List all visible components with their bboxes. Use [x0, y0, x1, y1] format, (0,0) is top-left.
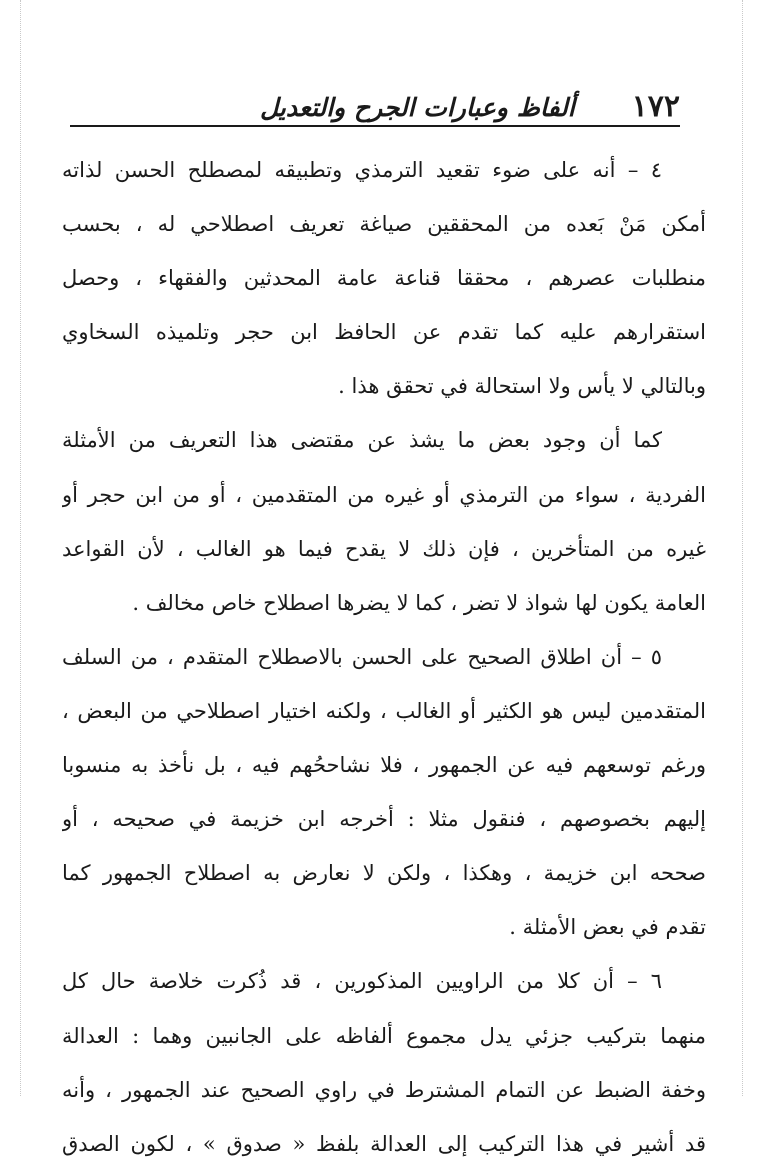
text-line: المتقدمين ليس هو الكثير أو الغالب ، ولكنه اختيار اصطلاحي من البعض ، — [62, 698, 706, 723]
header-rule — [70, 125, 680, 127]
text-line: وخفة الضبط عن التمام المشترط في راوي الصحيح عند الجمهور ، وأنه — [62, 1077, 706, 1102]
text-line-point-4: ٤ – أنه على ضوء تقعيد الترمذي وتطبيقه لمصطلح الحسن لذاته — [62, 158, 662, 182]
text-line: قد أشير في هذا التركيب إلى العدالة بلفظ « صدوق » ، لكون الصدق — [62, 1131, 706, 1156]
text-line: منهما بتركيب جزئي يدل مجموع ألفاظه على الجانبين وهما : العدالة — [62, 1023, 706, 1048]
text-line: ورغم توسعهم فيه عن الجمهور ، فلا نشاححُهم فيه ، بل نأخذ به منسوبا — [62, 753, 706, 778]
page-header — [70, 82, 680, 122]
text-line: تقدم في بعض الأمثلة . — [509, 915, 706, 940]
page-number: ١٧٢ — [631, 89, 680, 124]
text-line: أمكن مَنْ بَعده من المحققين صياغة تعريف اصطلاحي له ، بحسب — [62, 212, 706, 237]
text-line: إليهم بخصوصهم ، فنقول مثلا : أخرجه ابن خزيمة في صحيحه ، أو — [62, 807, 706, 832]
scan-guide-right — [742, 0, 743, 1096]
text-line: غيره من المتأخرين ، فإن ذلك لا يقدح فيما هو الغالب ، لأن القواعد — [62, 536, 706, 561]
text-line: وبالتالي لا يأس ولا استحالة في تحقق هذا . — [338, 374, 706, 399]
text-line: منطلبات عصرهم ، محققا قناعة عامة المحدثين والفقهاء ، وحصل — [62, 266, 706, 291]
scan-guide-left — [20, 0, 21, 1096]
text-line: استقرارهم عليه كما تقدم عن الحافظ ابن حجر وتلميذه السخاوي — [62, 320, 706, 345]
running-title: ألفاظ وعبارات الجرح والتعديل — [260, 93, 575, 122]
text-line-point-5: ٥ – أن اطلاق الصحيح على الحسن بالاصطلاح المتقدم ، من السلف — [62, 644, 662, 669]
text-line: العامة يكون لها شواذ لا تضر ، كما لا يضرها اصطلاح خاص مخالف . — [132, 590, 706, 615]
text-line: صححه ابن خزيمة ، وهكذا ، ولكن لا نعارض به اصطلاح الجمهور كما — [62, 861, 706, 886]
body-text — [62, 143, 706, 1171]
text-line-paragraph: كما أن وجود بعض ما يشذ عن مقتضى هذا التعريف من الأمثلة — [62, 428, 662, 453]
text-line-point-6: ٦ – أن كلا من الراويين المذكورين ، قد ذُكرت خلاصة حال كل — [62, 969, 662, 994]
text-line: الفردية ، سواء من الترمذي أو غيره من المتقدمين ، أو من ابن حجر أو — [62, 482, 706, 507]
